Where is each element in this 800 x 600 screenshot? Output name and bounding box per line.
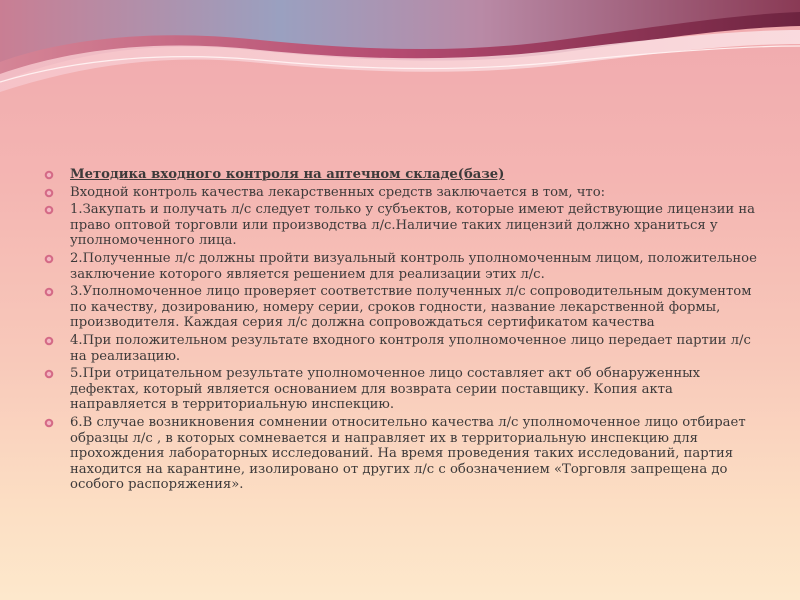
bullet-icon xyxy=(44,418,54,428)
bullet-item xyxy=(44,202,764,249)
bullet-item xyxy=(44,185,764,201)
bullet-text: 6.В случае возникновения сомнении относительно качества л/с уполномоченное лицо отбирает образцы л/с , в которых сомневается и направляет их в территориальную инспекцию для прохождения лабораторных исследований. На время проведения таких исследований, партия находится на карантине, изолировано от других л/с с обозначением «Торговля запрещена до особого распоряжения». xyxy=(70,414,746,493)
bullet-text: 2.Полученные л/с должны пройти визуальный контроль уполномоченным лицом, положительное заключение которого является решением для реализации этих л/с. xyxy=(70,250,757,282)
bullet-text: 4.При положительном результате входного контроля уполномоченное лицо передает партии л/с на реализацию. xyxy=(70,332,751,364)
bullet-item xyxy=(44,251,764,282)
bullet-icon xyxy=(44,369,54,379)
bullet-item xyxy=(44,366,764,413)
bullet-icon xyxy=(44,170,54,180)
bullet-text: Входной контроль качества лекарственных средств заключается в том, что: xyxy=(70,184,606,200)
bullet-icon xyxy=(44,254,54,264)
bullet-text: 5.При отрицательном результате уполномоченное лицо составляет акт об обнаруженных дефектах, который является основанием для возврата серии поставщику. Копия акта направляется в территориальную инспекцию. xyxy=(70,366,701,413)
bullet-icon xyxy=(44,205,54,215)
bullet-item xyxy=(44,284,764,331)
bullet-item xyxy=(44,333,764,364)
slide-title: Методика входного контроля на аптечном складе(базе) xyxy=(70,167,505,182)
bullet-text: 3.Уполномоченное лицо проверяет соответствие полученных л/с сопроводительным документом по качеству, дозированию, номеру серии, сроков годности, название лекарственной формы, производителя. Каждая серия л/с должна сопровождаться сертификатом качества xyxy=(70,284,752,331)
bullet-icon xyxy=(44,336,54,346)
bullet-item xyxy=(44,415,764,493)
bullet-icon xyxy=(44,287,54,297)
bullet-item-title xyxy=(44,167,764,183)
header-wave-decoration xyxy=(0,0,800,130)
bullet-text: 1.Закупать и получать л/с следует только у субъектов, которые имеют действующие лицензии на право оптовой торговли или производства л/с.Наличие таких лицензий должно храниться у уполномоченного лица. xyxy=(70,202,756,249)
bullet-icon xyxy=(44,188,54,198)
slide-content xyxy=(44,167,764,495)
